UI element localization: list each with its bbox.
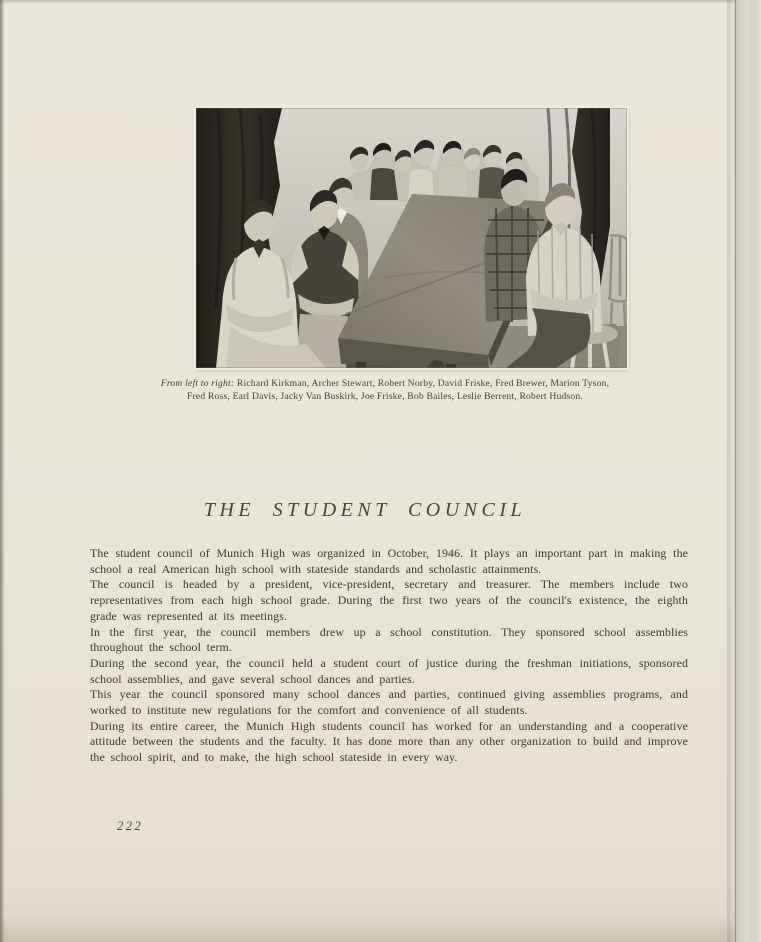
scan-top-edge	[0, 0, 761, 4]
article-body	[90, 546, 688, 766]
student-council-photo	[196, 108, 627, 368]
paragraph: During its entire career, the Munich High students council has worked for an understanding and a cooperative attitude between the students and the faculty. It has done more than any other organization to build and improve the school spirit, and to make, the high school stateside in every way.	[90, 718, 688, 765]
scan-bottom-shadow	[0, 916, 761, 942]
paragraph: The council is headed by a president, vice-president, secretary and treasurer. The members include two representatives from each high school grade. During the first two years of the council's existence, the eighth grade was represented at its meetings.	[90, 577, 688, 623]
paragraph: The student council of Munich High was organized in October, 1946. It plays an important part in making the school a real American high school with stateside standards and scholastic attainments.	[90, 546, 688, 576]
paragraph: This year the council sponsored many school dances and parties, continued giving assemblies programs, and worked to institute new regulations for the comfort and convenience of all students.	[90, 687, 688, 718]
paragraph: During the second year, the council held a student court of justice during the freshman initiations, sponsored school assemblies, and gave several school dances and parties.	[90, 655, 688, 686]
photo-illustration	[196, 108, 627, 368]
page-number: 222	[117, 819, 144, 833]
caption-line-2: Fred Ross, Earl Davis, Jacky Van Buskirk, Joe Friske, Bob Bailes, Leslie Berrent, Robert Hudson.	[186, 391, 584, 402]
article-title: THE STUDENT COUNCIL	[203, 499, 527, 521]
paragraph: In the first year, the council members drew up a school constitution. They sponsored school assemblies throughout the school term.	[90, 624, 688, 655]
caption-line-1	[133, 377, 637, 390]
caption-names-1: Richard Kirkman, Archer Stewart, Robert Norby, David Friske, Fred Brewer, Marion Tyson,	[236, 378, 610, 389]
scan-left-edge	[0, 0, 5, 942]
page-seam	[735, 0, 736, 942]
caption-lead: From left to right:	[160, 378, 235, 389]
book-page-edge	[727, 0, 761, 942]
photo-caption	[133, 377, 637, 403]
